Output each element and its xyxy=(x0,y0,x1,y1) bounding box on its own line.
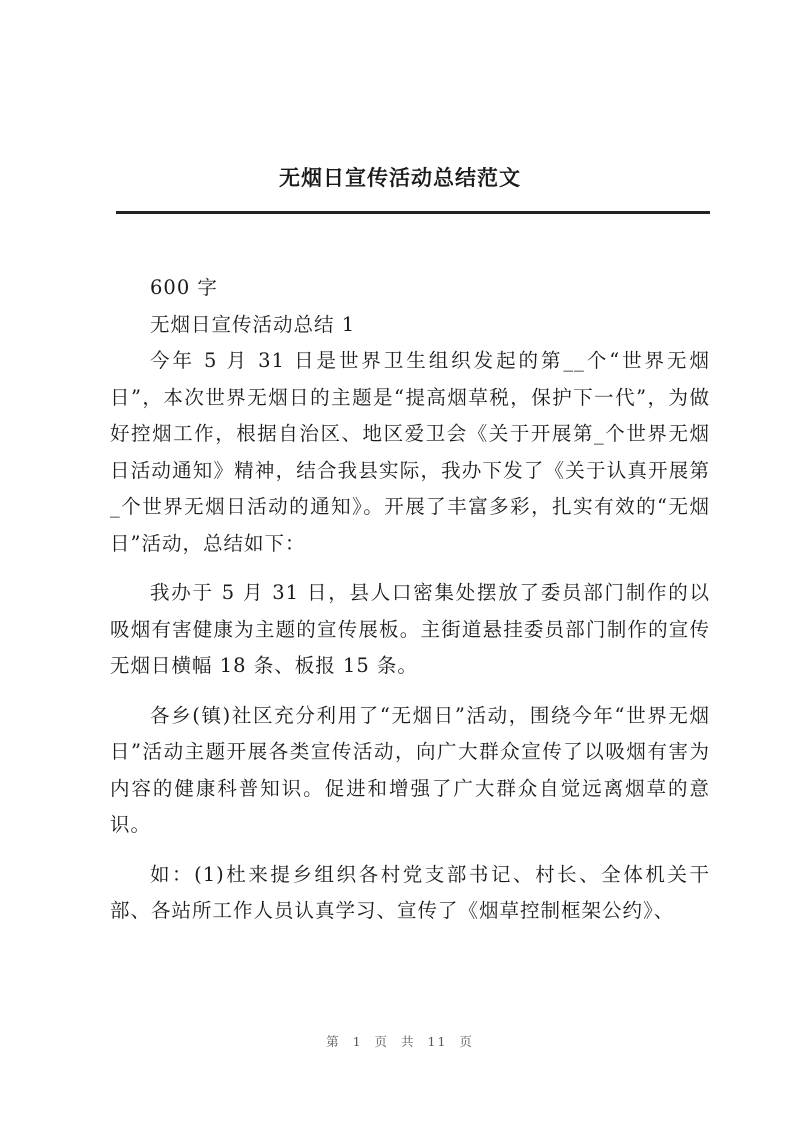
footer-label-total: 页 共 xyxy=(374,1034,416,1049)
footer-current-page: 1 xyxy=(352,1034,363,1049)
page-footer xyxy=(0,1032,800,1050)
section-heading: 无烟日宣传活动总结 1 xyxy=(150,312,356,336)
body-paragraph-intro: 今年 5 月 31 日是世界卫生组织发起的第__个“世界无烟日”，本次世界无烟日的主题是“提高烟草税，保护下一代”，为做好控烟工作，根据自治区、地区爱卫会《关于开展第_个世界无烟日活动通知》精神，结合我县实际，我办下发了《关于认真开展第_个世界无烟日活动的通知》。开展了丰富多彩，扎实有效的“无烟日”活动，总结如下： xyxy=(110,349,710,555)
body-paragraph-display-boards: 我办于 5 月 31 日，县人口密集处摆放了委员部门制作的以吸烟有害健康为主题的宣传展板。主街道悬挂委员部门制作的宣传无烟日横幅 18 条、板报 15 条。 xyxy=(110,581,710,677)
document-body xyxy=(110,270,710,930)
body-paragraph-example: 如：(1)杜来提乡组织各村党支部书记、村长、全体机关干部、各站所工作人员认真学习、宣传了《烟草控制框架公约》、 xyxy=(110,862,710,922)
title-underline xyxy=(116,211,710,214)
body-paragraph-community-activities: 各乡(镇)社区充分利用了“无烟日”活动，围绕今年“世界无烟日”活动主题开展各类宣传活动，向广大群众宣传了以吸烟有害为内容的健康科普知识。促进和增强了广大群众自觉远离烟草的意识。 xyxy=(110,703,710,836)
document-title: 无烟日宣传活动总结范文 xyxy=(279,165,521,190)
footer-label-end: 页 xyxy=(459,1034,474,1049)
footer-total-pages: 11 xyxy=(427,1034,448,1049)
word-count-line: 600 字 xyxy=(150,276,218,299)
footer-label-page: 第 xyxy=(326,1034,341,1049)
